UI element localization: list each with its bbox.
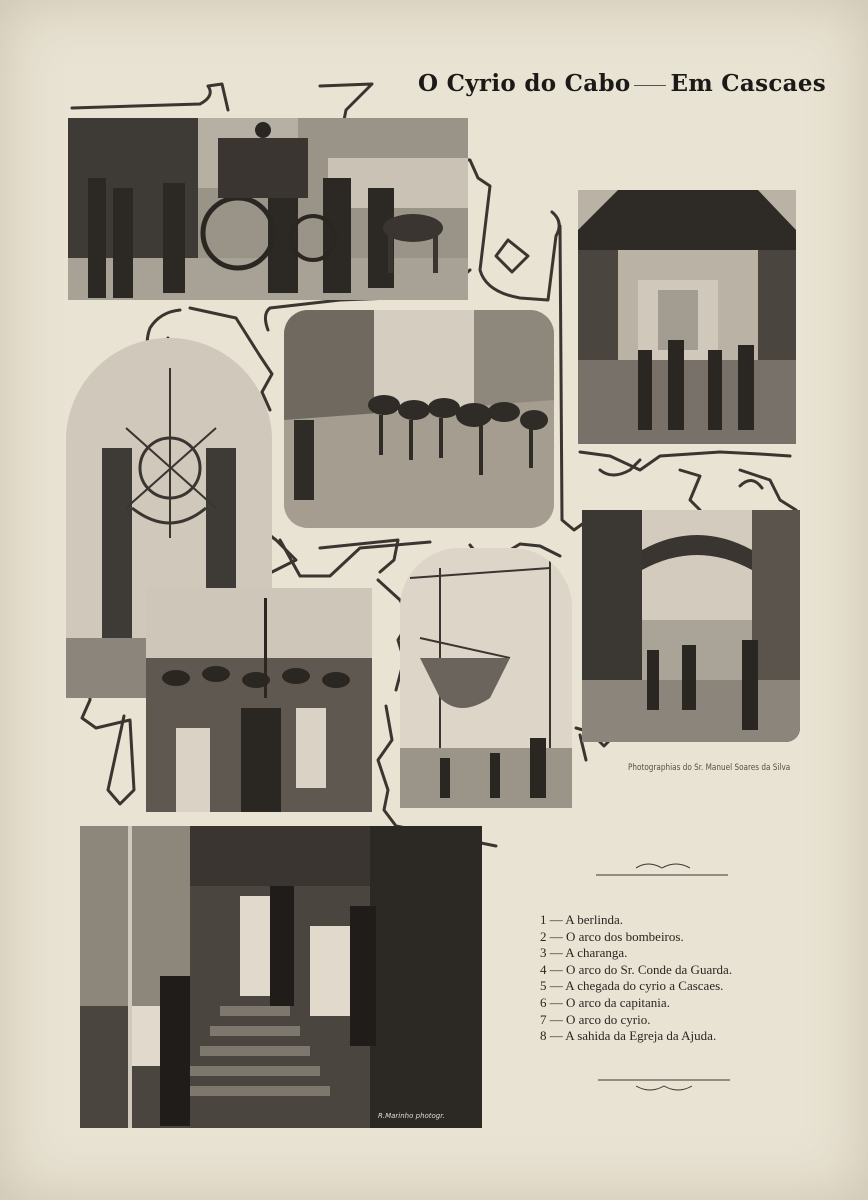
photo-chegada-cyrio [146,588,372,812]
photo-sahida-egreja [80,826,482,1128]
caption-legend [540,912,840,1045]
photo-arco-capitania [582,510,800,742]
photo-credit: Photographias do Sr. Manuel Soares da Silva [628,763,791,773]
photo-arco-cyrio [400,548,572,808]
legend-item: 6 — O arco da capitania. [540,994,670,1010]
title-left: O Cyrio do Cabo [418,70,631,97]
legend-item: 7 — O arco do cyrio. [540,1011,651,1027]
ornament-line [72,84,228,110]
legend-item: 2 — O arco dos bombeiros. [540,928,684,944]
legend-item: 5 — A chegada do cyrio a Cascaes. [540,978,724,994]
legend-item: 1 — A berlinda. [540,912,624,927]
photo-arco-bombeiros [578,190,796,444]
photo-berlinda [68,118,468,300]
legend-item: 3 — A charanga. [540,945,628,961]
photo-signature: R.Marinho photogr. [378,1112,445,1120]
photo-charanga [284,310,554,528]
title-right: Em Cascaes [670,70,827,97]
legend-item: 4 — O arco do Sr. Conde da Guarda. [540,961,733,977]
legend-item: 8 — A sahida da Egreja da Ajuda. [540,1028,717,1044]
